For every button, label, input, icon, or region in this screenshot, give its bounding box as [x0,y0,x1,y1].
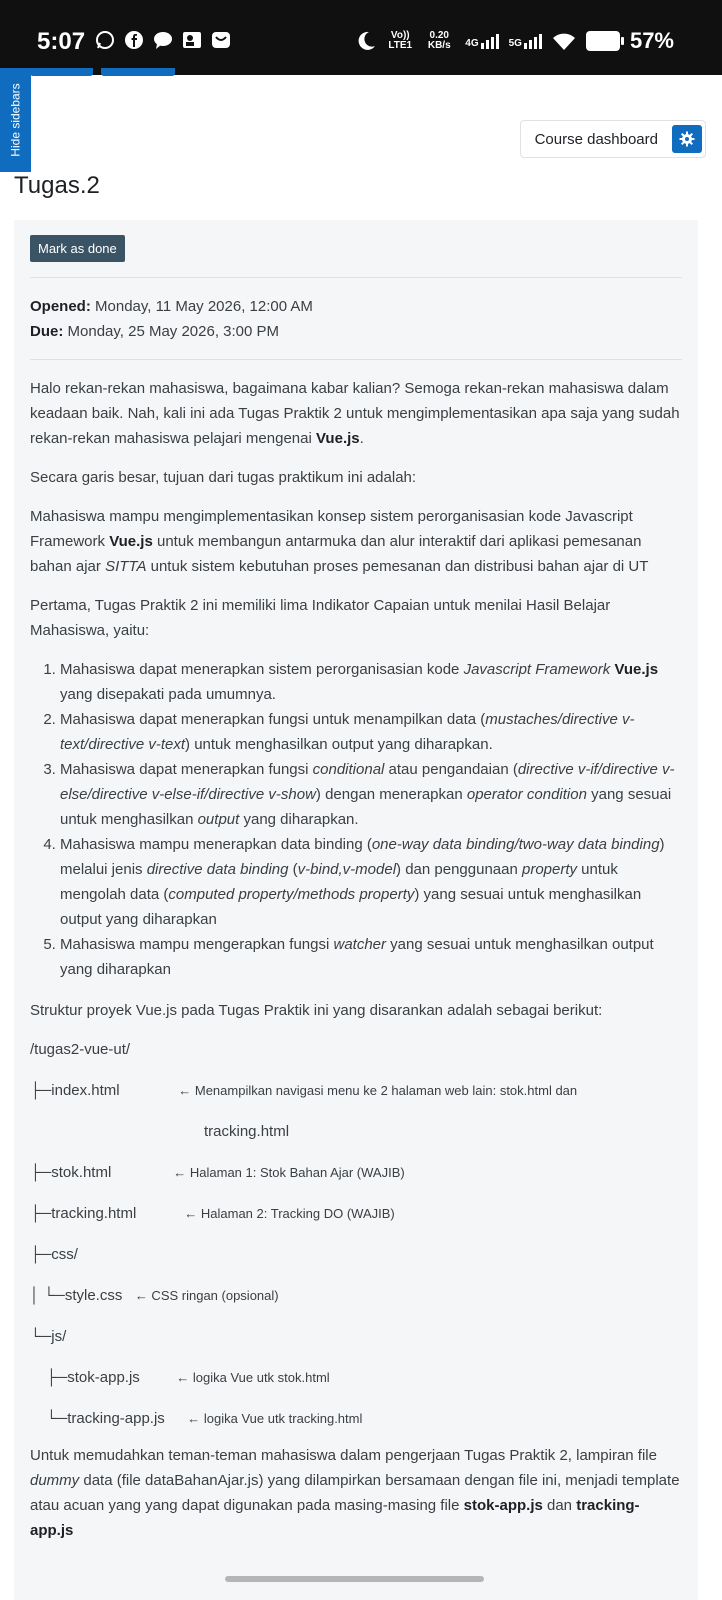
tree-item-index-note: tracking.html [204,1123,290,1140]
battery-icon [586,31,620,51]
status-bar [0,0,722,75]
nav-tab-remnant[interactable] [30,68,93,76]
signal-1: 4G [465,33,498,49]
goal-heading: Secara garis besar, tujuan dari tugas praktikum ini adalah: [30,469,417,486]
facebook-icon [124,30,144,50]
list-item: 5. Mahasiswa mampu mengerapkan fungsi watcher yang sesuai untuk menghasilkan output yang diharapkan [60,932,682,982]
course-dashboard-label: Course dashboard [534,130,658,148]
status-right [355,28,674,54]
due-date: Due: Monday, 25 May 2026, 3:00 PM [30,323,280,340]
list-item: 1. Mahasiswa dapat menerapkan sistem perorganisasian kode Javascript Framework Vue.js yang disepakati pada umumnya. [60,657,682,707]
contact-icon [182,30,202,50]
notification-icons [95,30,231,50]
divider [30,277,682,278]
net-speed: 0.20 KB/s [427,30,451,51]
tree-item-style: │ └─ style.css ← CSS ringan (opsional) [30,1287,279,1304]
whatsapp-icon [95,30,115,50]
shop-icon [211,30,231,50]
project-tree [30,1029,682,1439]
gesture-home-bar[interactable] [225,1576,484,1582]
indicators-intro: Pertama, Tugas Praktik 2 ini memiliki lima Indikator Capaian untuk menilai Hasil Belajar Mahasiswa, yaitu: [30,597,611,639]
signal-bars-icon [524,33,542,49]
course-dashboard-control [520,120,706,158]
tree-item-tracking: ├─ tracking.html ← Halaman 2: Tracking DO (WAJIB) [30,1205,395,1222]
indicator-list [30,657,682,982]
list-item: 2. Mahasiswa dapat menerapkan fungsi untuk menampilkan data (mustaches/directive v-text/directive v-text) untuk menghasilkan output yang diharapkan. [60,707,682,757]
hide-sidebars-button[interactable] [0,68,31,172]
course-dashboard-button[interactable] [672,125,702,153]
mark-as-done-button[interactable]: Mark as done [30,235,125,262]
signal-bars-icon [481,33,499,49]
tree-item-stok-app: ├─ stok-app.js ← logika Vue utk stok.html [46,1369,330,1386]
message-icon [153,30,173,50]
closing-paragraph: Untuk memudahkan teman-teman mahasiswa dalam pengerjaan Tugas Praktik 2, lampiran file dummy data (file dataBahanAjar.js) yang dilampirkan bersamaan dengan file ini, menjadi template atau acuan yang yang dapat digunakan pada masing-masing file stok-app.js dan tracking-app.js [30,1447,680,1539]
page-title: Tugas.2 [14,172,100,199]
opened-date: Opened: Monday, 11 May 2026, 12:00 AM [30,298,313,315]
moon-icon [355,30,377,52]
tree-item-stok: ├─ stok.html ← Halaman 1: Stok Bahan Ajar (WAJIB) [30,1164,405,1181]
gear-icon [679,131,695,147]
list-item: 4. Mahasiswa mampu menerapkan data binding (one-way data binding/two-way data binding) melalui jenis directive data binding (v-bind,v-model) dan penggunaan property untuk mengolah data (computed property/methods property) yang sesuai untuk menghasilkan output yang diharapkan [60,832,682,932]
tree-root: /tugas2-vue-ut/ [30,1041,131,1058]
status-time: 5:07 [37,28,86,55]
tree-item-index: ├─ index.html ← Menampilkan navigasi menu ke 2 halaman web lain: stok.html dan [30,1082,578,1099]
intro-paragraph: Halo rekan-rekan mahasiswa, bagaimana kabar kalian? Semoga rekan-rekan mahasiswa dalam keadaan baik. Nah, kali ini ada Tugas Praktik 2 untuk mengimplementasikan apa saja yang sudah rekan-rekan mahasiswa pelajari mengenai Vue.js. [30,380,680,447]
tree-item-js: └─ js/ [30,1328,67,1345]
hide-sidebars-label: Hide sidebars [8,83,23,157]
activity-card [14,220,698,1600]
wifi-icon [552,31,576,51]
activity-dates [30,294,682,344]
signal-2: 5G [509,33,542,49]
battery-percent: 57% [629,28,674,53]
list-item: 3. Mahasiswa dapat menerapkan fungsi conditional atau pengandaian (directive v-if/directive v-else/directive v-else-if/directive v-show) dengan menerapkan operator condition yang sesuai untuk menghasilkan output yang diharapkan. [60,757,682,832]
nav-tab-remnant[interactable] [101,68,175,76]
tree-item-tracking-app: └─ tracking-app.js ← logika Vue utk tracking.html [46,1410,363,1427]
structure-intro: Struktur proyek Vue.js pada Tugas Praktik ini yang disarankan adalah sebagai berikut: [30,1002,603,1019]
assignment-description [30,376,682,1543]
tree-item-css: ├─ css/ [30,1246,78,1263]
volte-label: Vo)) LTE1 [388,30,413,51]
goal-paragraph: Mahasiswa mampu mengimplementasikan konsep sistem perorganisasian kode Javascript Framework Vue.js untuk membangun antarmuka dan alur interaktif dari aplikasi pemesanan bahan ajar SITTA untuk sistem kebutuhan proses pemesanan dan distribusi bahan ajar di UT [30,508,649,575]
divider [30,359,682,360]
